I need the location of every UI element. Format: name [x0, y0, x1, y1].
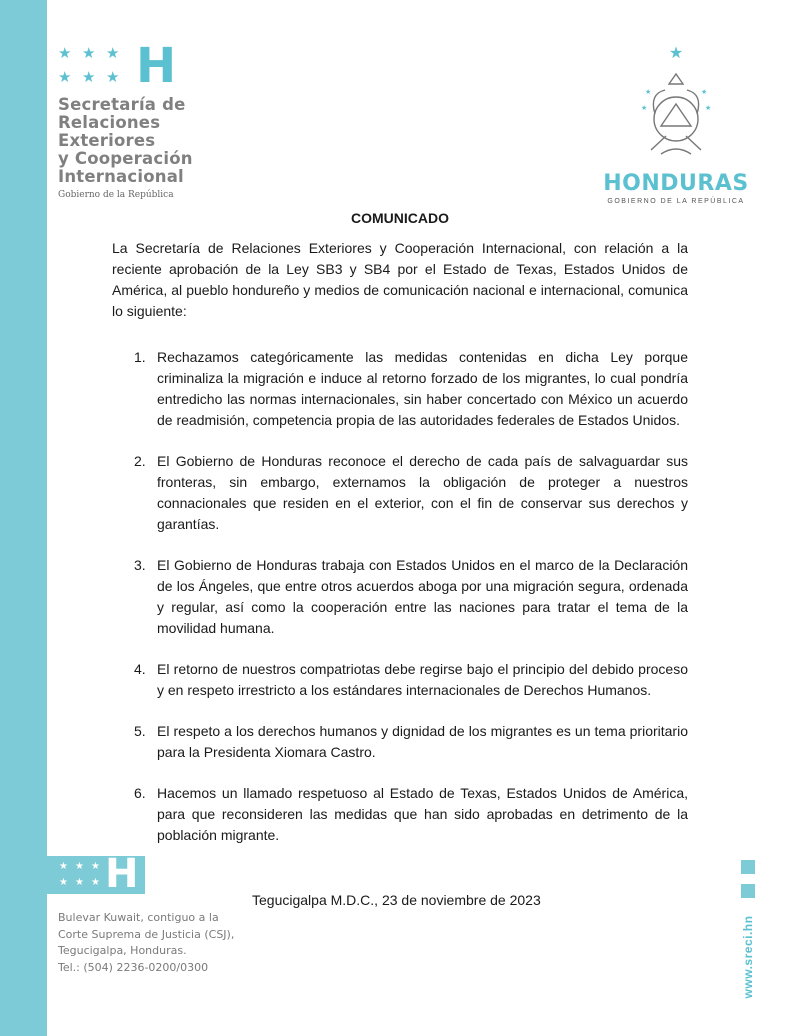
item-number: 5. — [134, 723, 146, 739]
item-number: 1. — [134, 349, 146, 365]
star-icon: ★ — [106, 45, 120, 62]
address-phone: Tel.: (504) 2236-0200/0300 — [58, 960, 209, 974]
star-icon: ★ — [58, 69, 72, 86]
statement-list — [112, 347, 688, 866]
star-icon: ★ — [75, 877, 84, 888]
star-icon: ★ — [668, 45, 684, 62]
list-item — [112, 347, 688, 431]
honduras-subtitle: GOBIERNO DE LA REPÚBLICA — [607, 198, 745, 205]
website-url — [738, 912, 758, 1002]
item-number: 2. — [134, 453, 146, 469]
list-item — [112, 721, 688, 763]
address-line: Tegucigalpa, Honduras. — [58, 944, 187, 957]
star-icon: ★ — [82, 45, 96, 62]
decorative-square — [741, 884, 755, 898]
star-icon: ★ — [91, 877, 100, 888]
footer-h-mark-icon: ★ ★ ★ ★ ★ ★ H — [47, 856, 145, 894]
star-icon: ★ — [59, 861, 68, 872]
star-icon: ★ — [58, 45, 72, 62]
sreci-name-line: Exteriores — [58, 131, 156, 150]
svg-text:★: ★ — [641, 105, 648, 112]
website-url-text: www.sreci.hn — [741, 915, 755, 999]
star-icon: ★ — [91, 861, 100, 872]
star-icon: ★ — [106, 69, 120, 86]
decorative-square — [741, 860, 755, 874]
address-line: Corte Suprema de Justicia (CSJ), — [58, 927, 235, 941]
item-text: Hacemos un llamado respetuoso al Estado de Texas, Estados Unidos de América, para que reconsideren las medidas que han sido aprobadas en detrimento de la población migrante. — [157, 785, 688, 843]
item-text: El Gobierno de Honduras trabaja con Estados Unidos en el marco de la Declaración de los Ángeles, que entre otros acuerdos aboga por una migración segura, ordenada y regular, así como la cooperación entre las naciones para tratar el tema de la movilidad humana. — [157, 557, 688, 636]
document-title: COMUNICADO — [351, 210, 449, 226]
list-item — [112, 659, 688, 701]
footer-address — [58, 910, 234, 976]
sreci-name-line: Internacional — [58, 167, 184, 186]
sreci-name-line: y Cooperación — [58, 149, 193, 168]
sreci-name-line: Relaciones — [58, 113, 161, 132]
honduras-wordmark: HONDURAS — [603, 171, 749, 196]
list-item — [112, 783, 688, 846]
place-date: Tegucigalpa M.D.C., 23 de noviembre de 2023 — [252, 892, 541, 908]
coat-of-arms-icon — [631, 64, 721, 164]
item-number: 4. — [134, 661, 146, 677]
item-number: 3. — [134, 557, 146, 573]
item-text: Rechazamos categóricamente las medidas contenidas en dicha Ley porque criminaliza la migración e induce al retorno forzado de los migrantes, lo cual pondría entredicho las normas internacionales, sin haber concertado con México un acuerdo de readmisión, competencia propia de las autoridades federales de Estados Unidos. — [157, 349, 688, 428]
sreci-logo — [58, 38, 193, 200]
item-text: El Gobierno de Honduras reconoce el derecho de cada país de salvaguardar sus fronteras, sin embargo, externamos la obligación de proteger a nuestros connacionales que residen en el exterior, con el fin de conservar sus derechos y garantías. — [157, 453, 688, 532]
address-line: Bulevar Kuwait, contiguo a la — [58, 911, 219, 924]
left-accent-bar — [0, 0, 47, 1036]
intro-paragraph: La Secretaría de Relaciones Exteriores y Cooperación Internacional, con relación a la reciente aprobación de la Ley SB3 y SB4 por el Estado de Texas, Estados Unidos de América, al pueblo hondureño y medios de comunicación nacional e internacional, comunica lo siguiente: — [112, 240, 688, 319]
star-icon: ★ — [75, 861, 84, 872]
item-number: 6. — [134, 785, 146, 801]
svg-text:★: ★ — [645, 89, 652, 96]
sreci-name-line: Secretaría de — [58, 95, 186, 114]
list-item — [112, 451, 688, 535]
svg-text:★: ★ — [705, 105, 712, 112]
item-text: El respeto a los derechos humanos y dignidad de los migrantes es un tema prioritario para la Presidenta Xiomara Castro. — [157, 723, 688, 760]
star-icon: ★ — [82, 69, 96, 86]
list-item — [112, 555, 688, 639]
honduras-logo — [596, 46, 756, 205]
svg-text:★: ★ — [701, 89, 708, 96]
sreci-subtitle: Gobierno de la República — [58, 190, 174, 200]
star-icon: ★ — [59, 877, 68, 888]
sreci-name — [58, 96, 193, 186]
item-text: El retorno de nuestros compatriotas debe regirse bajo el principio del debido proceso y en respeto irrestricto a los estándares internacionales de Derechos Humanos. — [157, 661, 688, 698]
h-mark-icon: ★ ★ ★ ★ ★ ★ H — [58, 38, 177, 94]
